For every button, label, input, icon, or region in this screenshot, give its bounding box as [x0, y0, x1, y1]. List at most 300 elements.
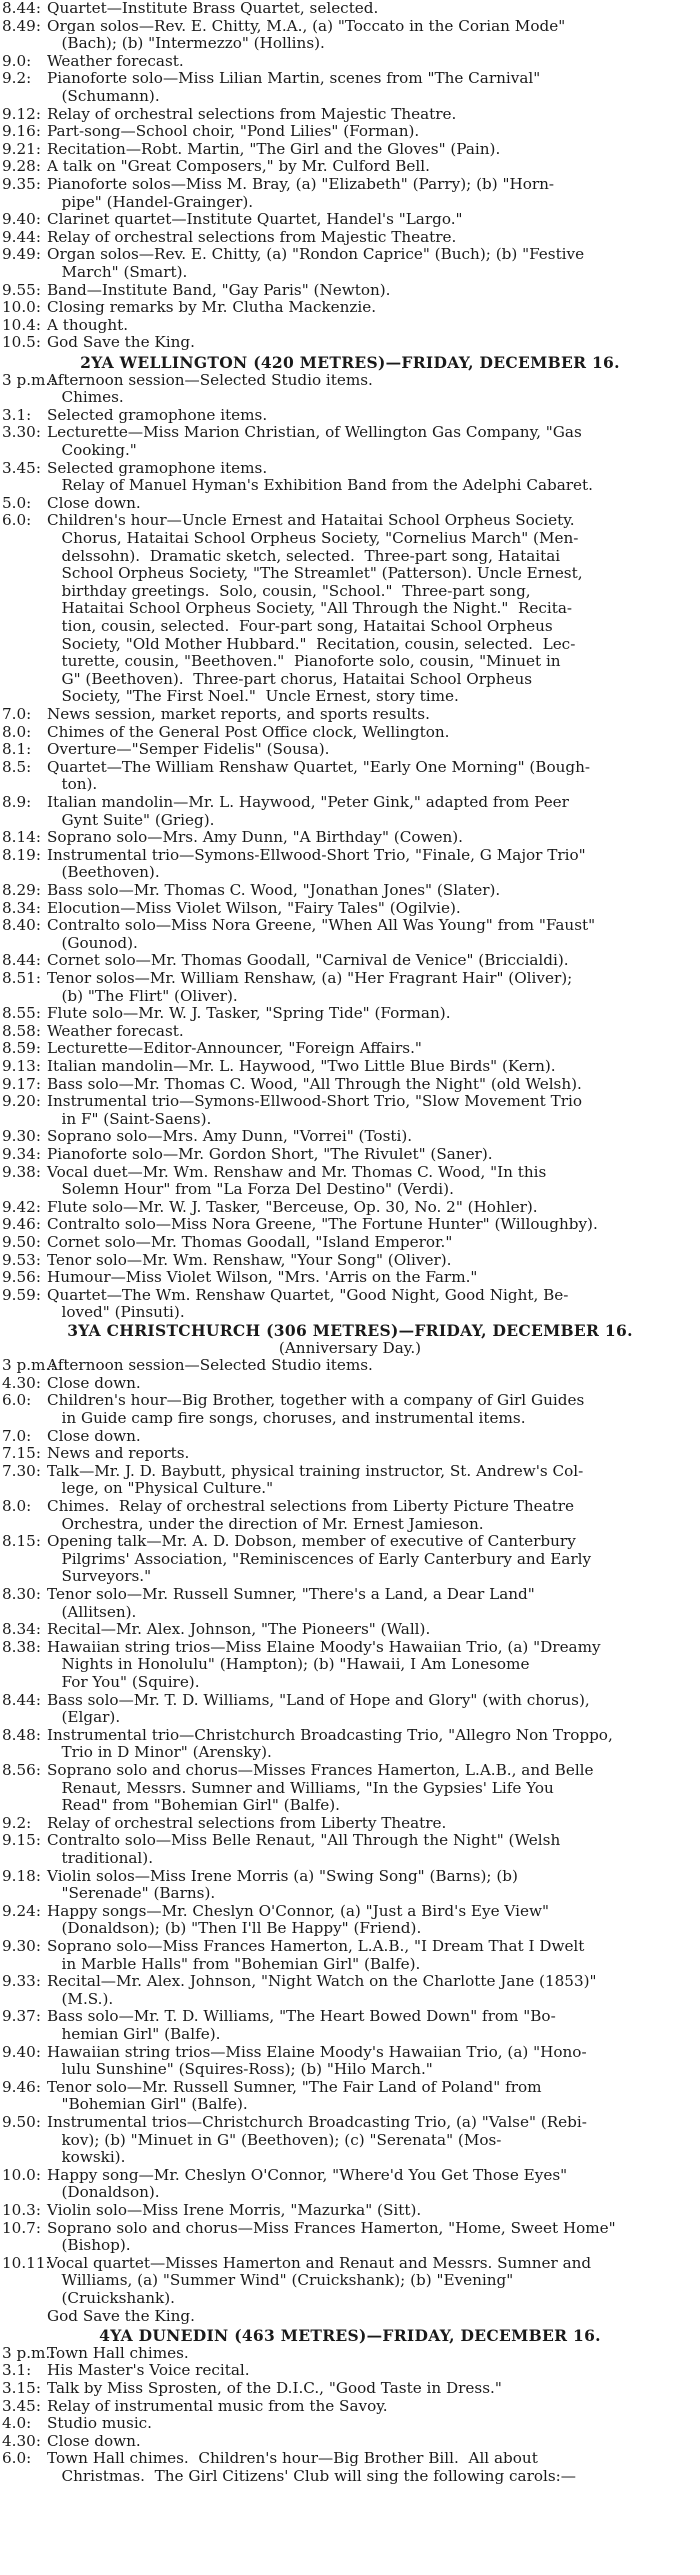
entry-line: Soprano solo and chorus—Miss Frances Hamerton, "Home, Sweet Home" — [47, 2219, 616, 2237]
entry-line: Instrumental trio—Christchurch Broadcasting Trio, "Allegro Non Troppo, — [47, 1726, 613, 1744]
entry-line: Close down. — [47, 494, 141, 512]
program-entry — [0, 1832, 700, 1867]
program-entry — [0, 495, 700, 513]
entry-time: 7.30: — [2, 1462, 41, 1480]
program-entry — [0, 123, 700, 141]
program-entry — [0, 794, 700, 829]
entry-line: (Bach); (b) "Intermezzo" (Hollins). — [47, 34, 325, 53]
entry-line: Relay of orchestral selections from Majestic Theatre. — [47, 228, 457, 246]
entry-time: 9.30: — [2, 1128, 41, 1146]
entry-line: Clarinet quartet—Institute Quartet, Handel's "Largo." — [47, 211, 463, 229]
entry-time: 7.15: — [2, 1445, 41, 1463]
entry-time: 10.5: — [2, 334, 41, 352]
entry-time: 10.11: — [2, 2254, 51, 2272]
entry-time: 3.1: — [2, 2362, 32, 2380]
program-entry — [0, 2380, 700, 2398]
entry-line: Pianoforte solo—Mr. Gordon Short, "The Rivulet" (Saner). — [47, 1146, 493, 1163]
entry-time: 4.30: — [2, 2432, 41, 2450]
entry-time: 8.29: — [2, 882, 41, 899]
program-entry — [0, 1762, 700, 1815]
entry-line: Hawaiian string trios—Miss Elaine Moody's Hawaiian Trio, (a) "Hono- — [47, 2043, 587, 2061]
entry-line: Chorus, Hataitai School Orpheus Society, "Cornelius March" (Men- — [47, 528, 579, 547]
entry-time: 9.59: — [2, 1286, 41, 1304]
entry-line: (Beethoven). — [47, 863, 160, 882]
entry-line: School Orpheus Society, "The Streamlet" (Patterson). Uncle Ernest, — [47, 564, 583, 583]
program-entry — [0, 952, 700, 970]
program-entry — [0, 70, 700, 105]
entry-time: 8.56: — [2, 1762, 41, 1779]
entry-time: 10.0: — [2, 299, 41, 317]
entry-line: Relay of Manuel Hyman's Exhibition Band from the Adelphi Cabaret. — [47, 476, 593, 495]
program-entry — [0, 1023, 700, 1041]
program-entry — [0, 2450, 700, 2485]
entry-time: 9.46: — [2, 1216, 41, 1234]
entry-line: lulu Sunshine" (Squires-Ross); (b) "Hilo March." — [47, 2060, 433, 2079]
entry-time: 6.0: — [2, 512, 32, 530]
program-entry — [0, 1973, 700, 2008]
program-entry — [0, 1146, 700, 1164]
program-entry — [0, 1533, 700, 1586]
entry-line: Instrumental trio—Symons-Ellwood-Short Trio, "Finale, G Major Trio" — [47, 846, 586, 864]
entry-time: 8.0: — [2, 723, 32, 741]
entry-line: Soprano solo—Miss Frances Hamerton, L.A.B., "I Dream That I Dwelt — [47, 1938, 585, 1955]
entry-time: 6.0: — [2, 1392, 32, 1410]
entry-time: 3.45: — [2, 2397, 41, 2415]
program-entry — [0, 106, 700, 124]
entry-line: Society, "Old Mother Hubbard." Recitation, cousin, selected. Lec- — [47, 634, 576, 653]
entry-line: loved" (Pinsuti). — [47, 1303, 185, 1322]
entry-line: Talk by Miss Sprosten, of the D.I.C., "Good Taste in Dress." — [47, 2380, 502, 2397]
entry-line: (Bishop). — [47, 2236, 131, 2255]
entry-line: God Save the King. — [47, 2306, 195, 2325]
entry-line: Close down. — [47, 1427, 141, 1445]
entry-line: ton). — [47, 775, 98, 794]
program-entry — [0, 2415, 700, 2433]
entry-time: 8.59: — [2, 1040, 41, 1058]
entry-line: Italian mandolin—Mr. L. Haywood, "Two Little Blue Birds" (Kern). — [47, 1058, 556, 1075]
entry-line: kowski). — [47, 2148, 126, 2167]
program-entry — [0, 1938, 700, 1973]
entry-time: 8.49: — [2, 17, 41, 35]
program-entry — [0, 246, 700, 281]
entry-line: Part-song—School choir, "Pond Lilies" (Forman). — [47, 123, 420, 141]
entry-line: Instrumental trio—Symons-Ellwood-Short Trio, "Slow Movement Trio — [47, 1093, 583, 1111]
entry-line: Elocution—Miss Violet Wilson, "Fairy Tales" (Ogilvie). — [47, 899, 461, 917]
entry-time: 9.49: — [2, 246, 41, 264]
entry-line: "Serenade" (Barns). — [47, 1884, 216, 1903]
entry-time: 9.40: — [2, 211, 41, 229]
entry-line: kov); (b) "Minuet in G" (Beethoven); (c) "Serenata" (Mos- — [47, 2130, 502, 2149]
entry-line: Bass solo—Mr. Thomas C. Wood, "All Through the Night" (old Welsh). — [47, 1075, 582, 1093]
entry-line: "Bohemian Girl" (Balfe). — [47, 2095, 248, 2114]
entry-time: 3 p.m.: — [2, 1357, 56, 1375]
program-entry — [0, 1445, 700, 1463]
program-entry — [0, 1357, 700, 1375]
entry-time: 8.30: — [2, 1586, 41, 1603]
entry-line: Band—Institute Band, "Gay Paris" (Newton). — [47, 281, 391, 299]
entry-time: 9.40: — [2, 2043, 41, 2061]
entry-time: 8.34: — [2, 899, 41, 917]
entry-line: Instrumental trios—Christchurch Broadcasting Trio, (a) "Valse" (Rebi- — [47, 2114, 587, 2131]
entry-time: 9.50: — [2, 2114, 41, 2131]
entry-time: 3.30: — [2, 424, 41, 442]
program-entry — [0, 1093, 700, 1128]
program-entry — [0, 1199, 700, 1217]
entry-line: Afternoon session—Selected Studio items. — [47, 1357, 373, 1375]
program-entry — [0, 1128, 700, 1146]
station-heading: 4YA DUNEDIN (463 METRES)—FRIDAY, DECEMBER 16. — [99, 2326, 601, 2346]
entry-time: 8.48: — [2, 1726, 41, 1744]
entry-time: 7.0: — [2, 706, 32, 723]
program-entry — [0, 1727, 700, 1762]
entry-time: 9.50: — [2, 1234, 41, 1251]
entry-line: Pianoforte solo—Miss Lilian Martin, scenes from "The Carnival" — [47, 70, 541, 88]
entry-time: 4.30: — [2, 1374, 41, 1392]
program-entry — [0, 706, 700, 724]
entry-line: Violin solo—Miss Irene Morris, "Mazurka" (Sitt). — [47, 2202, 422, 2219]
program-entry — [0, 372, 700, 407]
entry-line: Recital—Mr. Alex. Johnson, "Night Watch on the Charlotte Jane (1853)" — [47, 1973, 597, 1991]
program-entry — [0, 1639, 700, 1692]
entry-line: Vocal duet—Mr. Wm. Renshaw and Mr. Thomas C. Wood, "In this — [47, 1163, 547, 1181]
entry-line: Recital—Mr. Alex. Johnson, "The Pioneers" (Wall). — [47, 1621, 431, 1639]
entry-line: Children's hour—Big Brother, together with a company of Girl Guides — [47, 1392, 585, 1410]
program-entry — [0, 1005, 700, 1023]
program-entry — [0, 1269, 700, 1287]
entry-time: 8.0: — [2, 1498, 32, 1515]
entry-time: 9.37: — [2, 2008, 41, 2026]
entry-time: 9.56: — [2, 1269, 41, 1287]
entry-line: Humour—Miss Violet Wilson, "Mrs. 'Arris on the Farm." — [47, 1269, 478, 1287]
entry-line: Recitation—Robt. Martin, "The Girl and the Gloves" (Pain). — [47, 140, 501, 158]
entry-time: 9.16: — [2, 123, 41, 141]
entry-time: 8.9: — [2, 794, 32, 811]
entry-time: 8.34: — [2, 1621, 41, 1639]
station-heading: 3YA CHRISTCHURCH (306 METRES)—FRIDAY, DECEMBER 16. — [67, 1321, 633, 1340]
program-entry — [0, 2008, 700, 2043]
entry-line: Hataitai School Orpheus Society, "All Through the Night." Recita- — [47, 599, 573, 618]
entry-line: Afternoon session—Selected Studio items. — [47, 371, 373, 389]
program-entry — [0, 176, 700, 211]
program-entry — [0, 847, 700, 882]
entry-line: birthday greetings. Solo, cousin, "School." Three-part song, — [47, 581, 531, 600]
entry-time: 8.5: — [2, 758, 32, 776]
entry-time: 9.46: — [2, 2078, 41, 2096]
entry-line: (Schumann). — [47, 86, 160, 105]
entry-line: Town Hall chimes. Children's hour—Big Brother Bill. All about — [47, 2450, 538, 2468]
entry-time: 3 p.m.: — [2, 371, 56, 389]
program-entry — [0, 282, 700, 300]
program-entry — [0, 2433, 700, 2451]
program-entry — [0, 317, 700, 335]
entry-line: tion, cousin, selected. Four-part song, Hataitai School Orpheus — [47, 616, 553, 635]
entry-time: 8.51: — [2, 970, 41, 987]
entry-line: Talk—Mr. J. D. Baybutt, physical training instructor, St. Andrew's Col- — [47, 1462, 584, 1480]
entry-line: (b) "The Flirt" (Oliver). — [47, 986, 238, 1005]
entry-line: Soprano solo and chorus—Misses Frances Hamerton, L.A.B., and Belle — [47, 1762, 594, 1779]
entry-line: Cornet solo—Mr. Thomas Goodall, "Carnival de Venice" (Briccialdi). — [47, 952, 569, 970]
entry-line: Flute solo—Mr. W. J. Tasker, "Berceuse, Op. 30, No. 2" (Hohler). — [47, 1198, 538, 1216]
program-entry — [0, 1164, 700, 1199]
entry-line: Renaut, Messrs. Sumner and Williams, "In the Gypsies' Life You — [47, 1778, 554, 1797]
station-heading: 2YA WELLINGTON (420 METRES)—FRIDAY, DECEMBER 16. — [80, 353, 620, 372]
entry-line: Italian mandolin—Mr. L. Haywood, "Peter Gink," adapted from Peer — [47, 794, 569, 811]
entry-line: Hawaiian string trios—Miss Elaine Moody's Hawaiian Trio, (a) "Dreamy — [47, 1638, 601, 1656]
entry-line: Contralto solo—Miss Belle Renaut, "All Through the Night" (Welsh — [47, 1832, 561, 1850]
program-entry — [0, 424, 700, 459]
station-subheading: (Anniversary Day.) — [278, 1338, 422, 1357]
entry-line: Bass solo—Mr. T. D. Williams, "The Heart Bowed Down" from "Bo- — [47, 2008, 556, 2026]
program-entry — [0, 2345, 700, 2363]
entry-line: Closing remarks by Mr. Clutha Mackenzie. — [47, 299, 377, 317]
entry-line: (Donaldson); (b) "Then I'll Be Happy" (Friend). — [47, 1919, 422, 1938]
entry-time: 8.1: — [2, 741, 32, 759]
entry-line: Orchestra, under the direction of Mr. Ernest Jamieson. — [47, 1514, 484, 1533]
entry-line: Solemn Hour" from "La Forza Del Destino" (Verdi). — [47, 1180, 454, 1199]
entry-line: Quartet—The William Renshaw Quartet, "Early One Morning" (Bough- — [47, 758, 591, 776]
entry-time: 9.34: — [2, 1146, 41, 1163]
program-entry — [0, 1692, 700, 1727]
entry-time: 5.0: — [2, 494, 32, 512]
program-entry — [0, 158, 700, 176]
entry-line: A thought. — [47, 316, 129, 334]
entry-line: Contralto solo—Miss Nora Greene, "When All Was Young" from "Faust" — [47, 917, 596, 935]
program-entry — [0, 2202, 700, 2220]
program-entry — [0, 1076, 700, 1094]
entry-line: Relay of orchestral selections from Majestic Theatre. — [47, 105, 457, 123]
entry-line: Studio music. — [47, 2415, 153, 2433]
entry-line: Cooking." — [47, 440, 137, 459]
program-entry — [0, 1234, 700, 1252]
entry-line: Soprano solo—Mrs. Amy Dunn, "Vorrei" (Tosti). — [47, 1128, 413, 1146]
entry-line: Surveyors." — [47, 1567, 152, 1586]
entry-line: Relay of orchestral selections from Liberty Theatre. — [47, 1814, 447, 1832]
entry-time: 9.35: — [2, 176, 41, 193]
entry-line: hemian Girl" (Balfe). — [47, 2024, 221, 2043]
entry-line: delssohn). Dramatic sketch, selected. Three-part song, Hataitai — [47, 546, 561, 565]
entry-line: turette, cousin, "Beethoven." Pianoforte solo, cousin, "Minuet in — [47, 652, 561, 671]
entry-line: Quartet—The Wm. Renshaw Quartet, "Good Night, Good Night, Be- — [47, 1286, 569, 1304]
entry-time: 9.12: — [2, 105, 41, 123]
entry-line: For You" (Squire). — [47, 1672, 200, 1691]
entry-time: 9.42: — [2, 1198, 41, 1216]
entry-line: Organ solos—Rev. E. Chitty, M.A., (a) "Toccato in the Corian Mode" — [47, 17, 566, 35]
entry-line: Overture—"Semper Fidelis" (Sousa). — [47, 741, 330, 759]
entry-time: 8.44: — [2, 952, 41, 970]
entry-time: 9.38: — [2, 1163, 41, 1181]
entry-time: 9.30: — [2, 1938, 41, 1955]
program-entry — [0, 407, 700, 425]
entry-line: Relay of instrumental music from the Savoy. — [47, 2397, 388, 2415]
program-entry — [0, 1428, 700, 1446]
entry-time: 9.28: — [2, 158, 41, 176]
entry-line: traditional). — [47, 1848, 154, 1867]
program-entry — [0, 2167, 700, 2202]
entry-line: News and reports. — [47, 1445, 190, 1463]
entry-line: Williams, (a) "Summer Wind" (Cruickshank); (b) "Evening" — [47, 2271, 514, 2290]
entry-line: Tenor solos—Mr. William Renshaw, (a) "Her Fragrant Hair" (Oliver); — [47, 970, 573, 987]
program-entry — [0, 1498, 700, 1533]
entry-line: (Donaldson). — [47, 2183, 160, 2202]
entry-time: 3 p.m.: — [2, 2344, 56, 2362]
program-entry — [0, 18, 700, 53]
entry-line: Chimes. — [47, 388, 124, 407]
entry-line: Bass solo—Mr. T. D. Williams, "Land of Hope and Glory" (with chorus), — [47, 1691, 590, 1709]
entry-time: 4.0: — [2, 2415, 32, 2433]
entry-line: Town Hall chimes. — [47, 2344, 189, 2362]
entry-line: Selected gramophone items. — [47, 406, 268, 424]
entry-line: Tenor solo—Mr. Russell Sumner, "There's a Land, a Dear Land" — [47, 1586, 535, 1603]
entry-time: 8.58: — [2, 1022, 41, 1040]
entry-line: (Elgar). — [47, 1708, 121, 1727]
entry-time: 9.33: — [2, 1973, 41, 1991]
program-entry — [0, 0, 700, 18]
entry-time: 8.44: — [2, 0, 41, 17]
entry-line: Vocal quartet—Misses Hamerton and Renaut and Messrs. Sumner and — [47, 2254, 592, 2272]
entry-line: pipe" (Handel-Grainger). — [47, 192, 254, 211]
entry-line: Lecturette—Miss Marion Christian, of Wellington Gas Company, "Gas — [47, 424, 582, 442]
program-entry — [0, 900, 700, 918]
program-entry — [0, 2398, 700, 2416]
program-entry — [0, 229, 700, 247]
entry-line: News session, market reports, and sports results. — [47, 706, 430, 723]
entry-line: in Marble Halls" from "Bohemian Girl" (Balfe). — [47, 1954, 421, 1973]
entry-line: Tenor solo—Mr. Wm. Renshaw, "Your Song" (Oliver). — [47, 1251, 452, 1269]
entry-time: 9.55: — [2, 281, 41, 299]
entry-time: 9.0: — [2, 52, 32, 70]
entry-line: Weather forecast. — [47, 52, 184, 70]
entry-line: Gynt Suite" (Grieg). — [47, 810, 215, 829]
entry-line: Contralto solo—Miss Nora Greene, "The Fortune Hunter" (Willoughby). — [47, 1216, 598, 1234]
entry-line: (Allitsen). — [47, 1602, 137, 1621]
entry-time: 8.40: — [2, 917, 41, 935]
entry-time: 9.17: — [2, 1075, 41, 1093]
entry-line: Bass solo—Mr. Thomas C. Wood, "Jonathan Jones" (Slater). — [47, 882, 501, 899]
entry-time: 9.53: — [2, 1251, 41, 1269]
entry-line: Soprano solo—Mrs. Amy Dunn, "A Birthday" (Cowen). — [47, 829, 464, 847]
entry-line: A talk on "Great Composers," by Mr. Culford Bell. — [47, 158, 430, 176]
program-entry — [0, 1463, 700, 1498]
entry-time: 9.24: — [2, 1902, 41, 1920]
program-entry — [0, 759, 700, 794]
entry-line: Happy songs—Mr. Cheslyn O'Connor, (a) "Just a Bird's Eye View" — [47, 1902, 549, 1920]
entry-time: 9.21: — [2, 140, 41, 158]
program-entry — [0, 882, 700, 900]
program-entry — [0, 1868, 700, 1903]
entry-time: 9.2: — [2, 70, 32, 88]
program-entry — [0, 1392, 700, 1427]
program-entry — [0, 1040, 700, 1058]
entry-time: 8.14: — [2, 829, 41, 847]
program-entry — [0, 1586, 700, 1621]
entry-line: G" (Beethoven). Three-part chorus, Hataitai School Orpheus — [47, 669, 533, 688]
entry-line: Selected gramophone items. — [47, 459, 268, 477]
entry-time: 3.45: — [2, 459, 41, 477]
entry-line: in F" (Saint-Saens). — [47, 1109, 212, 1128]
program-entry — [0, 299, 700, 317]
entry-line: Cornet solo—Mr. Thomas Goodall, "Island Emperor." — [47, 1234, 453, 1251]
program-entry — [0, 1375, 700, 1393]
entry-time: 9.44: — [2, 228, 41, 246]
entry-line: Nights in Honolulu" (Hampton); (b) "Hawaii, I Am Lonesome — [47, 1655, 530, 1674]
entry-time: 7.0: — [2, 1427, 32, 1445]
entry-time: 9.15: — [2, 1832, 41, 1850]
entry-line: Organ solos—Rev. E. Chitty, (a) "Rondon Caprice" (Buch); (b) "Festive — [47, 246, 585, 264]
entry-time: 10.7: — [2, 2219, 41, 2237]
entry-time: 3.1: — [2, 406, 32, 424]
entry-time: 10.3: — [2, 2202, 41, 2219]
entry-line: Pianoforte solos—Miss M. Bray, (a) "Elizabeth" (Parry); (b) "Horn- — [47, 176, 555, 193]
program-entry — [0, 1287, 700, 1322]
program-entry — [0, 1903, 700, 1938]
program-entry — [0, 2044, 700, 2079]
entry-line: Happy song—Mr. Cheslyn O'Connor, "Where'd You Get Those Eyes" — [47, 2166, 568, 2184]
program-entry — [0, 512, 700, 706]
entry-line: Trio in D Minor" (Arensky). — [47, 1743, 272, 1762]
entry-time: 9.2: — [2, 1814, 32, 1832]
program-entry — [0, 211, 700, 229]
entry-line: March" (Smart). — [47, 262, 188, 281]
program-entry — [0, 917, 700, 952]
entry-line: Lecturette—Editor-Announcer, "Foreign Affairs." — [47, 1040, 422, 1058]
program-entry — [0, 741, 700, 759]
entry-line: His Master's Voice recital. — [47, 2362, 250, 2380]
entry-line: Violin solos—Miss Irene Morris (a) "Swing Song" (Barns); (b) — [47, 1867, 518, 1885]
entry-line: Pilgrims' Association, "Reminiscences of Early Canterbury and Early — [47, 1549, 592, 1568]
entry-line: Read" from "Bohemian Girl" (Balfe). — [47, 1796, 341, 1815]
program-entry — [0, 1058, 700, 1076]
program-entry — [0, 2079, 700, 2114]
entry-line: Close down. — [47, 2432, 141, 2450]
entry-time: 8.55: — [2, 1005, 41, 1023]
entry-line: Children's hour—Uncle Ernest and Hataitai School Orpheus Society. — [47, 512, 575, 530]
entry-line: God Save the King. — [47, 334, 195, 352]
program-entry — [0, 724, 700, 742]
program-entry — [0, 2114, 700, 2167]
program-entry — [0, 141, 700, 159]
entry-time: 8.15: — [2, 1533, 41, 1551]
program-entry — [0, 1815, 700, 1833]
program-entry — [0, 1252, 700, 1270]
entry-time: 9.13: — [2, 1058, 41, 1075]
entry-line: (M.S.). — [47, 1989, 114, 2008]
entry-line: in Guide camp fire songs, choruses, and instrumental items. — [47, 1408, 526, 1427]
entry-line: (Gounod). — [47, 933, 138, 952]
entry-line: Chimes of the General Post Office clock, Wellington. — [47, 723, 450, 741]
entry-line: Flute solo—Mr. W. J. Tasker, "Spring Tide" (Forman). — [47, 1005, 451, 1023]
entry-time: 6.0: — [2, 2450, 32, 2468]
entry-time: 8.38: — [2, 1638, 41, 1656]
entry-time: 10.0: — [2, 2166, 41, 2184]
entry-line: Chimes. Relay of orchestral selections from Liberty Picture Theatre — [47, 1498, 575, 1515]
program-entry — [0, 2362, 700, 2380]
program-entry — [0, 1216, 700, 1234]
program-entry — [0, 53, 700, 71]
entry-time: 8.19: — [2, 846, 41, 864]
program-entry — [0, 829, 700, 847]
entry-line: Close down. — [47, 1374, 141, 1392]
entry-line: Weather forecast. — [47, 1022, 184, 1040]
entry-line: (Cruickshank). — [47, 2288, 176, 2307]
program-entry — [0, 970, 700, 1005]
entry-line: Christmas. The Girl Citizens' Club will sing the following carols:— — [47, 2466, 576, 2485]
program-entry — [0, 2220, 700, 2255]
entry-time: 9.18: — [2, 1867, 41, 1885]
entry-time: 10.4: — [2, 316, 41, 334]
entry-line: Society, "The First Noel." Uncle Ernest, story time. — [47, 687, 459, 706]
program-entry — [0, 2255, 700, 2325]
entry-line: Opening talk—Mr. A. D. Dobson, member of executive of Canterbury — [47, 1533, 576, 1551]
